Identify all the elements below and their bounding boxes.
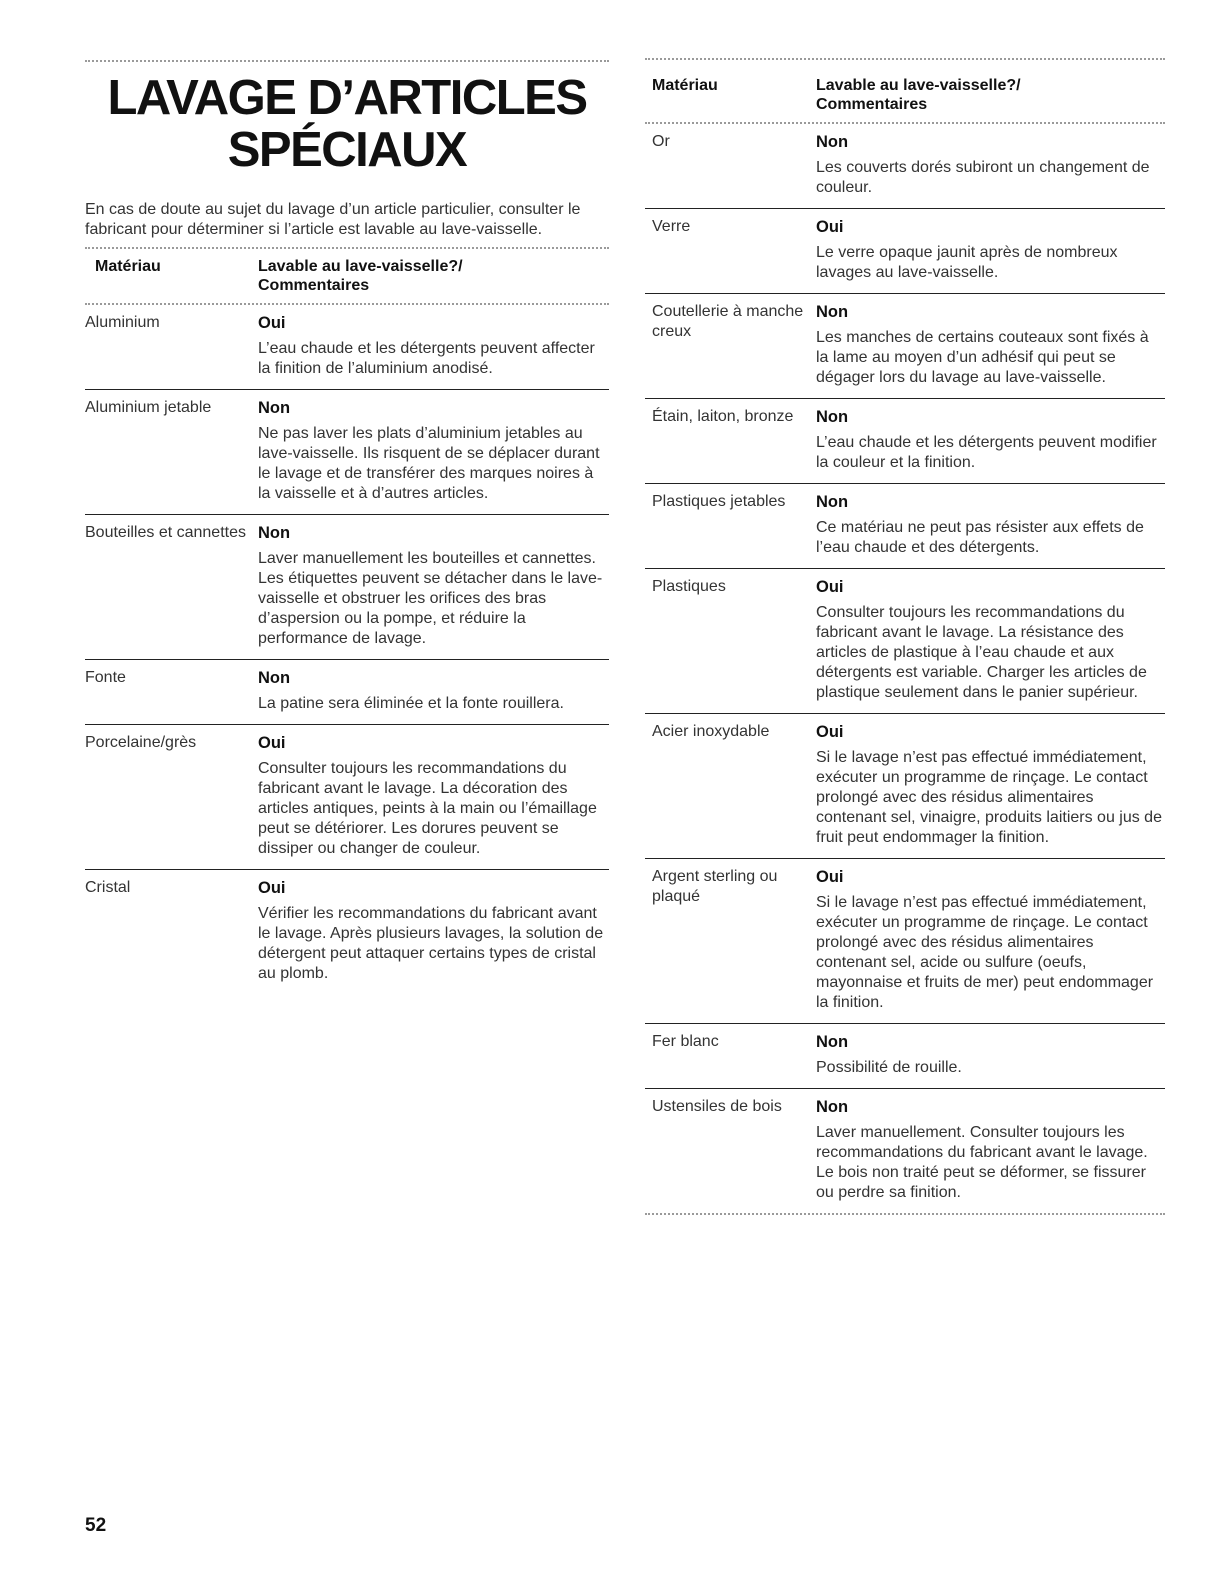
table-row [645, 714, 1165, 859]
right-header-comments-line-1: Lavable au lave-vaisselle?/ [816, 77, 1021, 94]
material-cell: Fonte [85, 669, 126, 686]
comment-text: Le verre opaque jaunit après de nombreux lavages au lave-vaisselle. [816, 244, 1118, 281]
comment-text: Si le lavage n’est pas effectué immédiatement, exécuter un programme de rinçage. Le contact prolongé avec des résidus alimentaires contenant sel, acide ou sulfure (oeufs, mayonnaise et fruits de mer) peut endommager la finition. [816, 894, 1154, 1011]
comment-cell [816, 1097, 1165, 1203]
table-row [645, 399, 1165, 484]
title-line-2: SPÉCIAUX [227, 123, 467, 177]
material-cell: Plastiques jetables [652, 493, 786, 510]
table-row [85, 660, 609, 725]
material-cell: Ustensiles de bois [652, 1098, 782, 1115]
material-cell: Cristal [85, 879, 131, 896]
comment-cell [258, 398, 609, 504]
right-column [645, 58, 1165, 1215]
table-row [85, 870, 609, 994]
comment-cell [816, 867, 1165, 1013]
right-table-header [645, 60, 1165, 122]
comment-cell [816, 492, 1165, 558]
comment-text: Consulter toujours les recommandations du fabricant avant le lavage. La résistance des articles de plastique à l’eau chaude et aux détergents est variable. Charger les articles de plastique seulement dans le panier supérieur. [816, 604, 1147, 701]
comment-text: Vérifier les recommandations du fabricant avant le lavage. Après plusieurs lavages, la solution de détergent peut attaquer certains types de cristal au plomb. [258, 905, 604, 982]
comment-cell [258, 668, 609, 714]
dishwasher-safe-answer: Non [816, 303, 849, 321]
dishwasher-safe-answer: Oui [258, 314, 286, 332]
dishwasher-safe-answer: Oui [816, 218, 844, 236]
title-line-1: LAVAGE D’ARTICLES [107, 71, 587, 125]
header-comments [258, 257, 609, 295]
comment-text: L’eau chaude et les détergents peuvent modifier la couleur et la finition. [816, 434, 1157, 471]
comment-cell [258, 733, 609, 859]
right-header-comments [816, 76, 1165, 114]
dishwasher-safe-answer: Oui [816, 868, 844, 886]
comment-text: Consulter toujours les recommandations du fabricant avant le lavage. La décoration des articles antiques, peints à la main ou l’émaillage peut se détériorer. Les dorures peuvent se dissiper ou changer de couleur. [258, 760, 597, 857]
comment-cell [816, 407, 1165, 473]
table-row [85, 725, 609, 870]
comment-text: Les couverts dorés subiront un changement de couleur. [816, 159, 1150, 196]
comment-text: Possibilité de rouille. [816, 1059, 962, 1076]
dishwasher-safe-answer: Oui [816, 723, 844, 741]
right-table-end-rule [645, 1213, 1165, 1215]
table-row [645, 209, 1165, 294]
comment-text: Si le lavage n’est pas effectué immédiatement, exécuter un programme de rinçage. Le contact prolongé avec des résidus alimentaires contenant sel, vinaigre, produits laitiers ou jus de fruit peut endommager la finition. [816, 749, 1162, 846]
table-row [645, 1024, 1165, 1089]
table-row [645, 569, 1165, 714]
left-table-body [85, 305, 609, 994]
page-number: 52 [85, 1515, 107, 1536]
comment-text: La patine sera éliminée et la fonte rouillera. [258, 695, 564, 712]
right-header-comments-line-2: Commentaires [816, 96, 928, 113]
intro-paragraph: En cas de doute au sujet du lavage d’un article particulier, consulter le fabricant pour déterminer si l’article est lavable au lave-vaisselle. [85, 201, 581, 238]
right-table-body [645, 124, 1165, 1213]
table-header [85, 249, 609, 303]
table-row [645, 294, 1165, 399]
table-row [645, 124, 1165, 209]
material-cell: Acier inoxydable [652, 723, 770, 740]
dishwasher-safe-answer: Non [816, 493, 849, 511]
material-cell: Bouteilles et cannettes [85, 524, 246, 541]
comment-text: Laver manuellement les bouteilles et cannettes. Les étiquettes peuvent se détacher dans le lave-vaisselle et obstruer les orifices des bras d’aspersion ou la pompe, et réduire la performance de lavage. [258, 550, 603, 647]
material-cell: Étain, laiton, bronze [652, 408, 794, 425]
comment-cell [816, 722, 1165, 848]
comment-text: Ne pas laver les plats d’aluminium jetables au lave-vaisselle. Ils risquent de se déplacer durant le lavage et de transférer des marques noires à la vaisselle et à d’autres articles. [258, 425, 600, 502]
header-comments-line-2: Commentaires [258, 277, 370, 294]
material-cell: Aluminium [85, 314, 160, 331]
comment-cell [816, 302, 1165, 388]
comment-cell [816, 577, 1165, 703]
table-row [645, 484, 1165, 569]
material-cell: Fer blanc [652, 1033, 719, 1050]
header-comments-line-1: Lavable au lave-vaisselle?/ [258, 258, 463, 275]
header-material: Matériau [95, 258, 161, 275]
dishwasher-safe-answer: Non [258, 399, 291, 417]
material-cell: Porcelaine/grès [85, 734, 197, 751]
comment-text: L’eau chaude et les détergents peuvent affecter la finition de l’aluminium anodisé. [258, 340, 595, 377]
comment-cell [816, 1032, 1165, 1078]
material-cell: Verre [652, 218, 691, 235]
page-title [85, 72, 609, 176]
dishwasher-safe-answer: Non [816, 1033, 849, 1051]
material-cell: Plastiques [652, 578, 726, 595]
comment-text: Laver manuellement. Consulter toujours les recommandations du fabricant avant le lavage. Le bois non traité peut se déformer, se fissurer ou perdre sa finition. [816, 1124, 1148, 1201]
table-row [645, 859, 1165, 1024]
table-row [85, 515, 609, 660]
material-cell: Aluminium jetable [85, 399, 212, 416]
dishwasher-safe-answer: Non [816, 133, 849, 151]
dishwasher-safe-answer: Non [258, 524, 291, 542]
comment-text: Les manches de certains couteaux sont fixés à la lame au moyen d’un adhésif qui peut se dégager lors du lavage au lave-vaisselle. [816, 329, 1149, 386]
material-cell: Or [652, 133, 670, 150]
comment-cell [258, 313, 609, 379]
material-cell: Argent sterling ou plaqué [652, 868, 778, 905]
table-row [645, 1089, 1165, 1213]
comment-text: Ce matériau ne peut pas résister aux effets de l’eau chaude et des détergents. [816, 519, 1144, 556]
left-column [85, 60, 609, 994]
table-row [85, 390, 609, 515]
dishwasher-safe-answer: Non [258, 669, 291, 687]
material-cell: Coutellerie à manche creux [652, 303, 804, 340]
dishwasher-safe-answer: Oui [258, 734, 286, 752]
table-row [85, 305, 609, 390]
dishwasher-safe-answer: Non [816, 408, 849, 426]
dishwasher-safe-answer: Oui [816, 578, 844, 596]
dishwasher-safe-answer: Oui [258, 879, 286, 897]
top-rule [85, 60, 609, 62]
comment-cell [816, 217, 1165, 283]
dishwasher-safe-answer: Non [816, 1098, 849, 1116]
comment-cell [816, 132, 1165, 198]
comment-cell [258, 523, 609, 649]
right-header-material: Matériau [652, 77, 718, 94]
comment-cell [258, 878, 609, 984]
